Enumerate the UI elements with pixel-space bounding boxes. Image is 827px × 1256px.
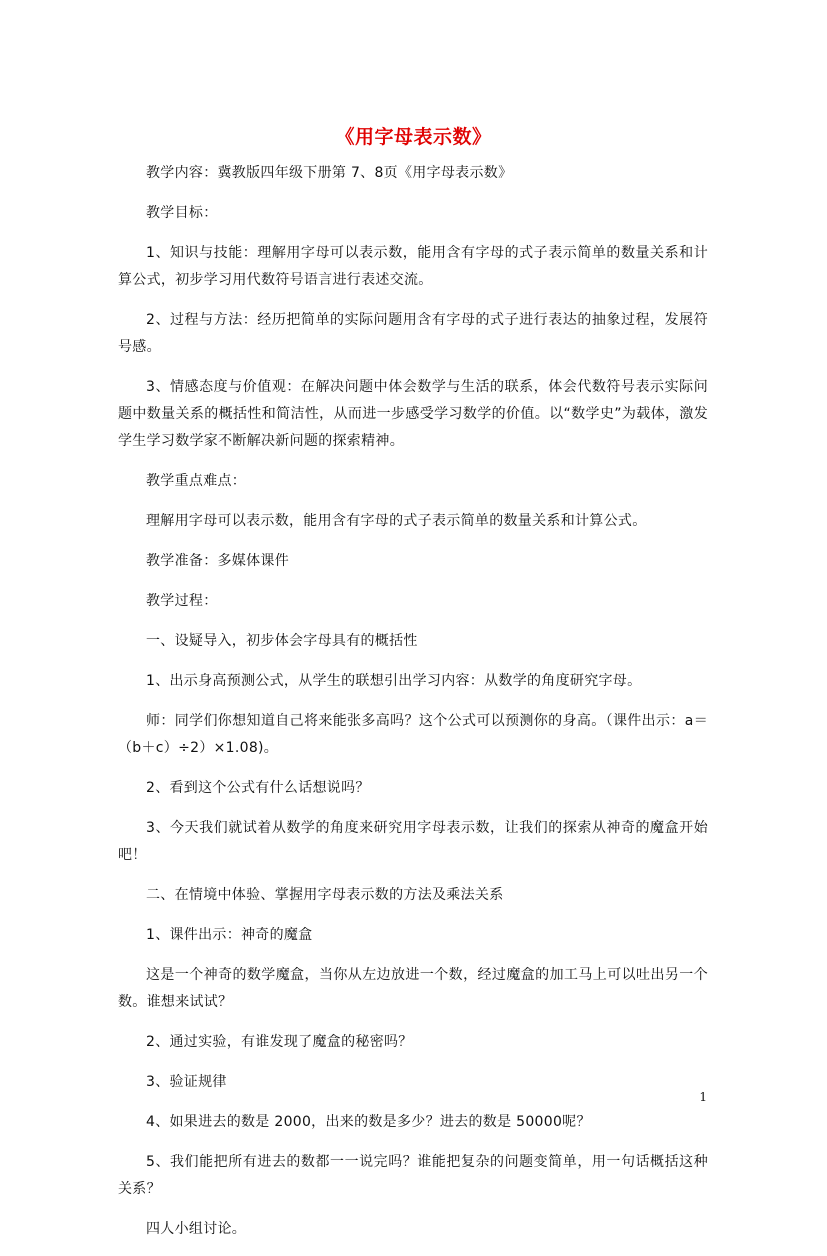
paragraph-goal-process: 2、过程与方法：经历把简单的实际问题用含有字母的式子进行表达的抽象过程，发展符号感。 [118,312,708,355]
paragraph-teacher-formula: 师：同学们你想知道自己将来能张多高吗？这个公式可以预测你的身高。（课件出示：a＝（b＋c）÷2）×1.08)。 [118,713,708,756]
paragraph-step-3: 3、今天我们就试着从数学的角度来研究用字母表示数，让我们的探索从神奇的魔盒开始吧！ [118,820,708,863]
paragraph-input-output: 4、如果进去的数是 2000，出来的数是多少？进去的数是 50000呢？ [146,1114,591,1130]
paragraph-step-2: 2、看到这个公式有什么话想说吗？ [146,780,370,796]
document-body [118,160,708,1256]
paragraph-section-two: 二、在情境中体验、掌握用字母表示数的方法及乘法关系 [146,887,504,903]
paragraph-group-discussion: 四人小组讨论。 [146,1221,247,1237]
paragraph-verify: 3、验证规律 [146,1074,227,1090]
paragraph-experiment: 2、通过实验，有谁发现了魔盒的秘密吗？ [146,1034,413,1050]
paragraph-magic-box: 1、课件出示：神奇的魔盒 [146,927,313,943]
page-number: 1 [699,1090,707,1104]
paragraph-step-1: 1、出示身高预测公式，从学生的联想引出学习内容：从数学的角度研究字母。 [146,673,642,689]
paragraph-generalize: 5、我们能把所有进去的数都一一说完吗？谁能把复杂的问题变简单，用一句话概括这种关系？ [118,1154,708,1197]
paragraph-magic-box-description: 这是一个神奇的数学魔盒，当你从左边放进一个数，经过魔盒的加工马上可以吐出另一个数。谁想来试试？ [118,967,708,1010]
paragraph-process-heading: 教学过程： [146,593,218,609]
paragraph-key-points-heading: 教学重点难点： [146,473,247,489]
paragraph-preparation: 教学准备：多媒体课件 [146,553,289,569]
paragraph-teaching-goals-heading: 教学目标： [146,205,218,221]
document-title: 《用字母表示数》 [335,126,492,148]
paragraph-key-points: 理解用字母可以表示数，能用含有字母的式子表示简单的数量关系和计算公式。 [146,513,647,529]
paragraph-goal-attitude: 3、情感态度与价值观：在解决问题中体会数学与生活的联系，体会代数符号表示实际问题中数量关系的概括性和简洁性，从而进一步感受学习数学的价值。以“数学史”为载体，激发学生学习数学家不断解决新问题的探索精神。 [118,379,708,449]
paragraph-teaching-content: 教学内容：冀教版四年级下册第 7、8页《用字母表示数》 [146,165,513,181]
paragraph-goal-knowledge: 1、知识与技能：理解用字母可以表示数，能用含有字母的式子表示简单的数量关系和计算公式，初步学习用代数符号语言进行表述交流。 [118,245,708,288]
paragraph-section-one: 一、设疑导入，初步体会字母具有的概括性 [146,633,418,649]
